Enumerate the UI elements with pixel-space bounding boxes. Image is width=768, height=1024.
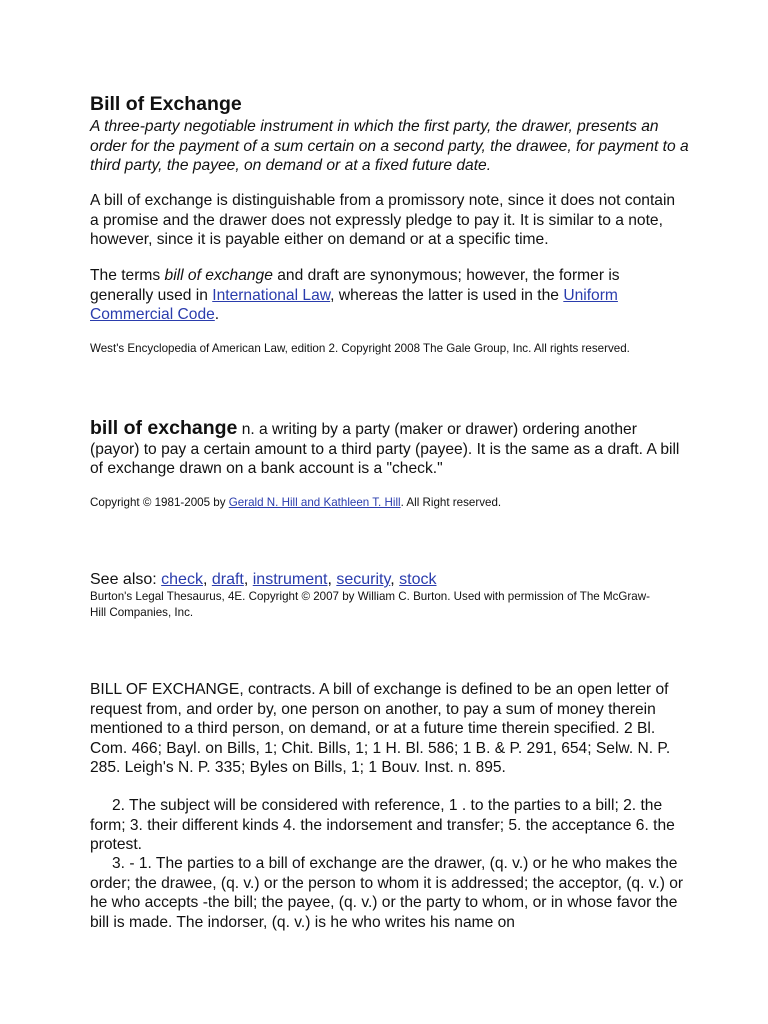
hill-definition: n. a writing by a party (maker or drawer) ordering another (payor) to pay a certain amount to a third party (payee). It is the same as a draft. A bill of exchange drawn on a bank account is a "check.": [90, 421, 680, 477]
hill-copyright: [90, 495, 690, 511]
link-stock[interactable]: stock: [399, 571, 437, 588]
entry-title: Bill of Exchange: [90, 93, 242, 115]
link-uniform-commercial-code[interactable]: Uniform Commercial Code: [90, 286, 618, 323]
west-copyright: West's Encyclopedia of American Law, edition 2. Copyright 2008 The Gale Group, Inc. All rights reserved.: [90, 342, 630, 355]
link-check[interactable]: check: [161, 571, 203, 588]
paragraph-text: , whereas the latter is used in the: [330, 286, 564, 304]
separator: ,: [243, 571, 253, 588]
entry-definition: A three-party negotiable instrument in which the first party, the drawer, presents an order for the payment of a sum certain on a second party, the drawee, for payment to a third party, the payee, on demand or at a fixed future date.: [90, 118, 689, 174]
paragraph-text: 3. - 1. The parties to a bill of exchange are the drawer, (q. v.) or he who makes the order; the drawee, (q. v.) or the person to whom it is addressed; the acceptor, (q. v.) or he who accepts -the bill; the payee, (q. v.) or the party to whom, or in whose favor the bill is made. The indorser, (q. v.) is he who writes his name on: [90, 855, 684, 931]
hill-entry: [90, 419, 680, 479]
paragraph-text: and draft are synonymous; however, the former is generally used in: [90, 267, 620, 304]
burton-copyright: Burton's Legal Thesaurus, 4E. Copyright © 2007 by William C. Burton. Used with permission of The McGraw-Hill Companies, Inc.: [90, 590, 650, 619]
bouvier-paragraph-3: [90, 854, 690, 932]
paragraph-text: The terms: [90, 267, 165, 284]
bouvier-paragraph-2: [90, 796, 680, 855]
link-gerald-kathleen-hill[interactable]: Gerald N. Hill and Kathleen T. Hill: [228, 496, 401, 509]
copyright-text: Copyright © 1981-2005 by: [90, 496, 229, 509]
bouvier-paragraph-1: BILL OF EXCHANGE, contracts. A bill of exchange is defined to be an open letter of request from, and order by, one person on another, to pay a sum of money therein mentioned to a third person, on demand, or at a future time therein specified. 2 Bl. Com. 466; Bayl. on Bills, 1; Chit. Bills, 1; 1 H. Bl. 586; 1 B. & P. 291, 654; Selw. N. P. 285. Leigh's N. P. 335; Byles on Bills, 1; 1 Bouv. Inst. n. 895.: [90, 681, 671, 776]
link-draft[interactable]: draft: [211, 571, 244, 588]
entry-paragraph-1: A bill of exchange is distinguishable from a promissory note, since it does not contain a promise and the drawer does not expressly pledge to pay it. It is similar to a note, however, since it is payable either on demand or at a specific time.: [90, 192, 676, 248]
paragraph-text: .: [214, 306, 220, 323]
entry-paragraph-2: [90, 266, 680, 325]
link-international-law[interactable]: International Law: [212, 286, 331, 304]
see-also-line: [90, 570, 690, 590]
link-security[interactable]: security: [336, 571, 391, 588]
hill-term: bill of exchange: [90, 417, 238, 439]
separator: ,: [202, 571, 212, 588]
separator: ,: [390, 571, 400, 588]
separator: ,: [327, 571, 337, 588]
see-also-label: See also:: [90, 571, 162, 588]
term-italic: bill of exchange: [164, 267, 273, 284]
link-instrument[interactable]: instrument: [252, 571, 328, 588]
copyright-text: . All Right reserved.: [400, 496, 502, 509]
paragraph-text: 2. The subject will be considered with reference, 1 . to the parties to a bill; 2. the form; 3. their different kinds 4. the indorsement and transfer; 5. the acceptance 6. the protest.: [90, 797, 675, 853]
